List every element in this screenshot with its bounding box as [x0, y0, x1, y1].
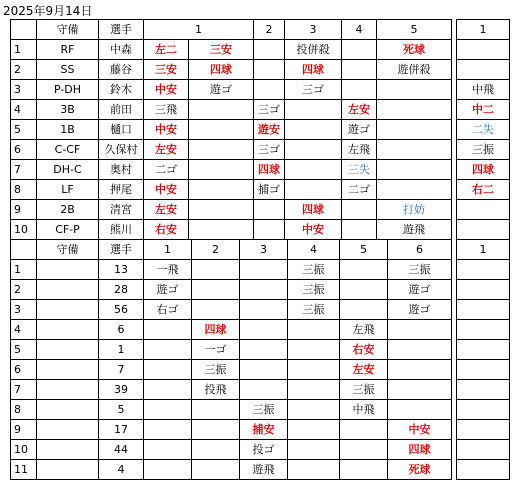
at-bat-result — [144, 420, 192, 440]
at-bat-result — [192, 400, 240, 420]
position: 3B — [37, 100, 99, 120]
at-bat-result — [342, 40, 377, 60]
player-name: 熊川 — [99, 220, 144, 240]
at-bat-result — [144, 400, 192, 420]
at-bat-result: 四球 — [285, 60, 342, 80]
table-row — [11, 320, 452, 340]
header-position: 守備 — [37, 240, 99, 260]
at-bat-result: 三安 — [144, 60, 189, 80]
at-bat-result: 三安 — [189, 40, 254, 60]
table-row — [11, 460, 452, 480]
header-inning-2: 2 — [192, 240, 240, 260]
at-bat-result — [144, 340, 192, 360]
batting-order: 3 — [11, 80, 37, 100]
side-result — [457, 200, 510, 220]
at-bat-result: 三振 — [240, 400, 288, 420]
at-bat-result — [342, 220, 377, 240]
header-row — [11, 20, 452, 40]
at-bat-result: 左飛 — [340, 320, 388, 340]
at-bat-result — [288, 460, 340, 480]
at-bat-result: 遊ゴ — [189, 80, 254, 100]
player-number: 4 — [99, 460, 144, 480]
table-row — [11, 120, 452, 140]
at-bat-result: 遊ゴ — [342, 120, 377, 140]
batting-order: 10 — [11, 440, 37, 460]
table-row — [11, 180, 452, 200]
at-bat-result: 死球 — [388, 460, 452, 480]
header-blank — [11, 240, 37, 260]
table-row — [11, 340, 452, 360]
side-result — [457, 380, 510, 400]
side-header-inning-1: 1 — [457, 20, 510, 40]
at-bat-result: 遊安 — [254, 120, 285, 140]
at-bat-result: 左二 — [144, 40, 189, 60]
side-result — [457, 60, 510, 80]
at-bat-result — [189, 100, 254, 120]
at-bat-result: 右安 — [144, 220, 189, 240]
at-bat-result: 三振 — [192, 360, 240, 380]
at-bat-result: 左安 — [144, 140, 189, 160]
table-row — [11, 380, 452, 400]
at-bat-result: 四球 — [254, 160, 285, 180]
at-bat-result — [388, 400, 452, 420]
side-result: 中飛 — [457, 80, 510, 100]
batting-order: 8 — [11, 400, 37, 420]
table-row — [11, 280, 452, 300]
header-player: 選手 — [99, 20, 144, 40]
side-result — [457, 280, 510, 300]
position: 2B — [37, 200, 99, 220]
at-bat-result — [342, 200, 377, 220]
side-result: 中二 — [457, 100, 510, 120]
batting-order: 1 — [11, 40, 37, 60]
at-bat-result — [144, 380, 192, 400]
at-bat-result: 遊併殺 — [377, 60, 452, 80]
at-bat-result — [240, 280, 288, 300]
player-number: 28 — [99, 280, 144, 300]
at-bat-result — [192, 440, 240, 460]
side-result: 右二 — [457, 180, 510, 200]
batting-order: 2 — [11, 280, 37, 300]
batting-order: 2 — [11, 60, 37, 80]
at-bat-result — [144, 460, 192, 480]
batting-order: 6 — [11, 140, 37, 160]
position: CF-P — [37, 220, 99, 240]
at-bat-result: 遊ゴ — [388, 300, 452, 320]
at-bat-result — [254, 80, 285, 100]
at-bat-result: 捕安 — [240, 420, 288, 440]
at-bat-result — [377, 100, 452, 120]
at-bat-result: 四球 — [388, 440, 452, 460]
at-bat-result — [342, 60, 377, 80]
at-bat-result — [288, 400, 340, 420]
at-bat-result — [288, 320, 340, 340]
batting-order: 7 — [11, 160, 37, 180]
table-row — [11, 420, 452, 440]
at-bat-result — [340, 440, 388, 460]
at-bat-result — [288, 340, 340, 360]
at-bat-result — [377, 180, 452, 200]
at-bat-result — [377, 80, 452, 100]
at-bat-result — [340, 280, 388, 300]
at-bat-result: 遊ゴ — [388, 280, 452, 300]
player-name: 奥村 — [99, 160, 144, 180]
at-bat-result — [240, 380, 288, 400]
at-bat-result — [192, 460, 240, 480]
batting-order: 11 — [11, 460, 37, 480]
player-number: 17 — [99, 420, 144, 440]
batting-order: 3 — [11, 300, 37, 320]
top-side-table — [456, 19, 510, 240]
at-bat-result — [192, 300, 240, 320]
table-row — [11, 360, 452, 380]
position — [37, 460, 99, 480]
side-result: 四球 — [457, 160, 510, 180]
at-bat-result — [189, 180, 254, 200]
side-result — [457, 440, 510, 460]
at-bat-result — [254, 200, 285, 220]
position — [37, 320, 99, 340]
player-number: 39 — [99, 380, 144, 400]
header-inning-6: 6 — [388, 240, 452, 260]
at-bat-result: 四球 — [189, 60, 254, 80]
at-bat-result: 遊飛 — [240, 460, 288, 480]
top-scorebook-table — [10, 19, 452, 240]
player-number: 44 — [99, 440, 144, 460]
player-number: 1 — [99, 340, 144, 360]
at-bat-result — [288, 380, 340, 400]
at-bat-result: 中安 — [144, 180, 189, 200]
at-bat-result — [240, 320, 288, 340]
at-bat-result — [388, 320, 452, 340]
bottom-scorebook-table — [10, 239, 452, 480]
position — [37, 360, 99, 380]
position: P-DH — [37, 80, 99, 100]
at-bat-result — [192, 260, 240, 280]
at-bat-result: 投ゴ — [240, 440, 288, 460]
table-row — [11, 260, 452, 280]
side-result — [457, 260, 510, 280]
at-bat-result — [189, 120, 254, 140]
player-name: 鈴木 — [99, 80, 144, 100]
at-bat-result — [189, 220, 254, 240]
header-position: 守備 — [37, 20, 99, 40]
side-result: 三振 — [457, 140, 510, 160]
at-bat-result: 左安 — [342, 100, 377, 120]
at-bat-result — [288, 420, 340, 440]
at-bat-result — [340, 460, 388, 480]
bottom-side-table — [456, 239, 510, 480]
position: 1B — [37, 120, 99, 140]
batting-order: 4 — [11, 320, 37, 340]
table-row — [11, 160, 452, 180]
header-inning-5: 5 — [340, 240, 388, 260]
at-bat-result — [254, 40, 285, 60]
position: SS — [37, 60, 99, 80]
player-name: 久保村 — [99, 140, 144, 160]
header-inning-2: 2 — [254, 20, 285, 40]
table-row — [11, 80, 452, 100]
player-name: 樋口 — [99, 120, 144, 140]
at-bat-result — [192, 280, 240, 300]
player-number: 6 — [99, 320, 144, 340]
at-bat-result — [144, 320, 192, 340]
batting-order: 9 — [11, 420, 37, 440]
position: DH-C — [37, 160, 99, 180]
at-bat-result — [388, 340, 452, 360]
at-bat-result: 中安 — [144, 80, 189, 100]
batting-order: 5 — [11, 340, 37, 360]
at-bat-result: 右ゴ — [144, 300, 192, 320]
at-bat-result — [285, 160, 342, 180]
side-result — [457, 340, 510, 360]
at-bat-result — [340, 260, 388, 280]
position — [37, 400, 99, 420]
side-header-inning-1: 1 — [457, 240, 510, 260]
at-bat-result — [285, 180, 342, 200]
side-result — [457, 40, 510, 60]
side-result — [457, 360, 510, 380]
at-bat-result: 右安 — [340, 340, 388, 360]
batting-order: 8 — [11, 180, 37, 200]
position — [37, 260, 99, 280]
at-bat-result — [288, 440, 340, 460]
at-bat-result: 三振 — [340, 380, 388, 400]
at-bat-result — [288, 360, 340, 380]
position — [37, 340, 99, 360]
at-bat-result: 三振 — [288, 280, 340, 300]
batting-order: 10 — [11, 220, 37, 240]
at-bat-result: 遊飛 — [377, 220, 452, 240]
batting-order: 9 — [11, 200, 37, 220]
at-bat-result: 三ゴ — [254, 100, 285, 120]
side-result — [457, 400, 510, 420]
header-blank — [11, 20, 37, 40]
batting-order: 6 — [11, 360, 37, 380]
at-bat-result: 打妨 — [377, 200, 452, 220]
side-result — [457, 320, 510, 340]
at-bat-result: 死球 — [377, 40, 452, 60]
at-bat-result: 投飛 — [192, 380, 240, 400]
player-number: 5 — [99, 400, 144, 420]
table-row — [11, 220, 452, 240]
at-bat-result — [192, 420, 240, 440]
at-bat-result — [388, 380, 452, 400]
player-number: 13 — [99, 260, 144, 280]
at-bat-result — [254, 60, 285, 80]
at-bat-result — [189, 200, 254, 220]
side-result — [457, 220, 510, 240]
at-bat-result: 二ゴ — [342, 180, 377, 200]
side-result — [457, 420, 510, 440]
table-row — [11, 100, 452, 120]
table-row — [11, 300, 452, 320]
header-inning-4: 4 — [342, 20, 377, 40]
at-bat-result: 四球 — [285, 200, 342, 220]
game-date: 2025年9月14日 — [3, 4, 93, 18]
at-bat-result — [189, 140, 254, 160]
at-bat-result — [342, 80, 377, 100]
at-bat-result: 二ゴ — [144, 160, 189, 180]
at-bat-result: 中飛 — [340, 400, 388, 420]
at-bat-result: 左安 — [144, 200, 189, 220]
table-row — [11, 40, 452, 60]
player-name: 中森 — [99, 40, 144, 60]
at-bat-result: 三ゴ — [285, 80, 342, 100]
header-inning-3: 3 — [240, 240, 288, 260]
at-bat-result: 遊ゴ — [144, 280, 192, 300]
header-inning-4: 4 — [288, 240, 340, 260]
position — [37, 380, 99, 400]
at-bat-result — [377, 140, 452, 160]
at-bat-result: 左飛 — [342, 140, 377, 160]
batting-order: 4 — [11, 100, 37, 120]
player-name: 藤谷 — [99, 60, 144, 80]
side-result — [457, 460, 510, 480]
at-bat-result — [240, 300, 288, 320]
position: LF — [37, 180, 99, 200]
at-bat-result — [240, 260, 288, 280]
player-name: 前田 — [99, 100, 144, 120]
position: C-CF — [37, 140, 99, 160]
at-bat-result: 三振 — [388, 260, 452, 280]
at-bat-result — [189, 160, 254, 180]
at-bat-result: 一飛 — [144, 260, 192, 280]
header-inning-1: 1 — [144, 240, 192, 260]
position — [37, 420, 99, 440]
at-bat-result: 一ゴ — [192, 340, 240, 360]
at-bat-result: 三ゴ — [254, 140, 285, 160]
table-row — [11, 400, 452, 420]
table-row — [11, 140, 452, 160]
player-name: 清宮 — [99, 200, 144, 220]
position — [37, 280, 99, 300]
at-bat-result: 三失 — [342, 160, 377, 180]
header-inning-1: 1 — [144, 20, 254, 40]
player-number: 7 — [99, 360, 144, 380]
at-bat-result — [285, 120, 342, 140]
at-bat-result — [377, 160, 452, 180]
position — [37, 300, 99, 320]
at-bat-result — [340, 420, 388, 440]
side-result — [457, 300, 510, 320]
side-result: 二失 — [457, 120, 510, 140]
at-bat-result: 三飛 — [144, 100, 189, 120]
batting-order: 7 — [11, 380, 37, 400]
position — [37, 440, 99, 460]
table-row — [11, 60, 452, 80]
at-bat-result — [254, 220, 285, 240]
player-number: 56 — [99, 300, 144, 320]
batting-order: 1 — [11, 260, 37, 280]
header-player: 選手 — [99, 240, 144, 260]
at-bat-result — [340, 300, 388, 320]
header-inning-5: 5 — [377, 20, 452, 40]
at-bat-result: 中安 — [144, 120, 189, 140]
at-bat-result: 三振 — [288, 260, 340, 280]
table-row — [11, 200, 452, 220]
at-bat-result — [285, 100, 342, 120]
player-name: 押尾 — [99, 180, 144, 200]
at-bat-result — [285, 140, 342, 160]
at-bat-result — [377, 120, 452, 140]
at-bat-result: 四球 — [192, 320, 240, 340]
at-bat-result — [144, 440, 192, 460]
at-bat-result: 三振 — [288, 300, 340, 320]
at-bat-result: 中安 — [285, 220, 342, 240]
batting-order: 5 — [11, 120, 37, 140]
table-row — [11, 440, 452, 460]
at-bat-result — [388, 360, 452, 380]
at-bat-result — [240, 360, 288, 380]
position: RF — [37, 40, 99, 60]
at-bat-result — [240, 340, 288, 360]
at-bat-result: 左安 — [340, 360, 388, 380]
at-bat-result: 中安 — [388, 420, 452, 440]
header-inning-3: 3 — [285, 20, 342, 40]
at-bat-result — [144, 360, 192, 380]
at-bat-result: 投併殺 — [285, 40, 342, 60]
at-bat-result: 捕ゴ — [254, 180, 285, 200]
